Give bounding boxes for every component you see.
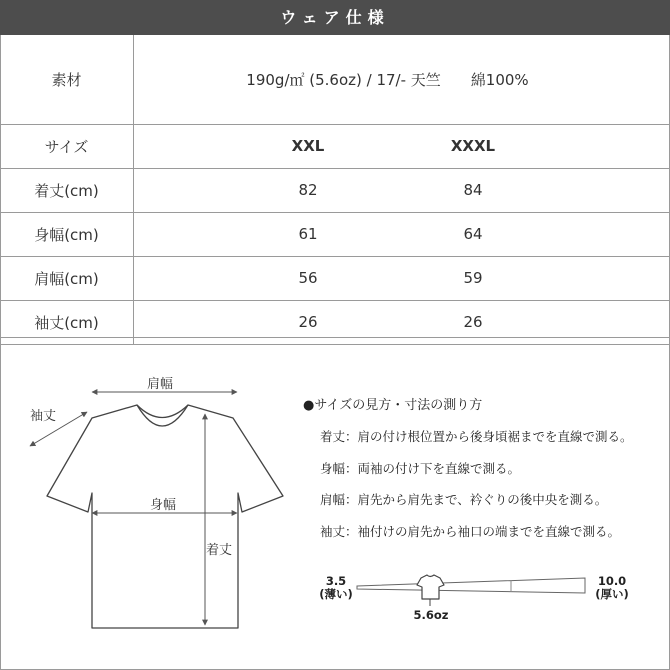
section-title: ウェア仕様 [0, 0, 670, 35]
thickness-min: 3.5 (薄い) [319, 574, 353, 601]
thickness-max: 10.0 (厚い) [595, 574, 629, 601]
size-label: サイズ [0, 125, 134, 169]
cell-value: 84 [463, 181, 483, 199]
tshirt-outline [47, 405, 283, 628]
table-row [0, 257, 670, 301]
body-length-label: 着丈 [206, 543, 233, 558]
cell-value: 82 [298, 181, 318, 199]
cell-value: 56 [298, 269, 318, 287]
cell-value: 26 [298, 313, 318, 331]
sleeve-length-label: 袖丈 [30, 409, 57, 424]
row-label-length: 着丈(cm) [0, 169, 134, 213]
tshirt-icon [417, 575, 444, 599]
cell-value: 26 [463, 313, 483, 331]
row-label-width: 身幅(cm) [0, 213, 134, 257]
guide-item: 袖丈：袖付けの肩先から袖口の端までを直線で測る。 [320, 524, 621, 539]
material-label: 素材 [0, 35, 134, 125]
cell-value: 64 [463, 225, 483, 243]
section-divider [0, 337, 670, 338]
cell-value: 59 [463, 269, 483, 287]
size-header-row [0, 125, 670, 169]
table-row [0, 213, 670, 257]
body-width-label: 身幅 [150, 498, 177, 513]
spec-table [0, 35, 670, 345]
thickness-current: 5.6oz [413, 608, 449, 622]
gauge-bar [357, 578, 585, 593]
shoulder-width-label: 肩幅 [147, 377, 174, 392]
guide-item: 着丈：肩の付け根位置から後身頃裾までを直線で測る。 [320, 429, 633, 444]
size-xxxl: XXXL [450, 137, 496, 155]
guide-title: ●サイズの見方・寸法の測り方 [303, 398, 483, 413]
table-row [0, 169, 670, 213]
material-value: 190g/㎡ (5.6oz) / 17/- 天竺 綿100% [134, 35, 670, 125]
row-label-sleeve: 袖丈(cm) [0, 301, 134, 345]
guide-item: 肩幅：肩先から肩先まで、衿ぐりの後中央を測る。 [320, 492, 608, 507]
guide-item: 身幅：両袖の付け下を直線で測る。 [320, 461, 521, 476]
size-xxl: XXL [291, 137, 325, 155]
cell-value: 61 [298, 225, 318, 243]
tshirt-collar [137, 405, 188, 426]
material-row [0, 35, 670, 125]
row-label-shoulder: 肩幅(cm) [0, 257, 134, 301]
